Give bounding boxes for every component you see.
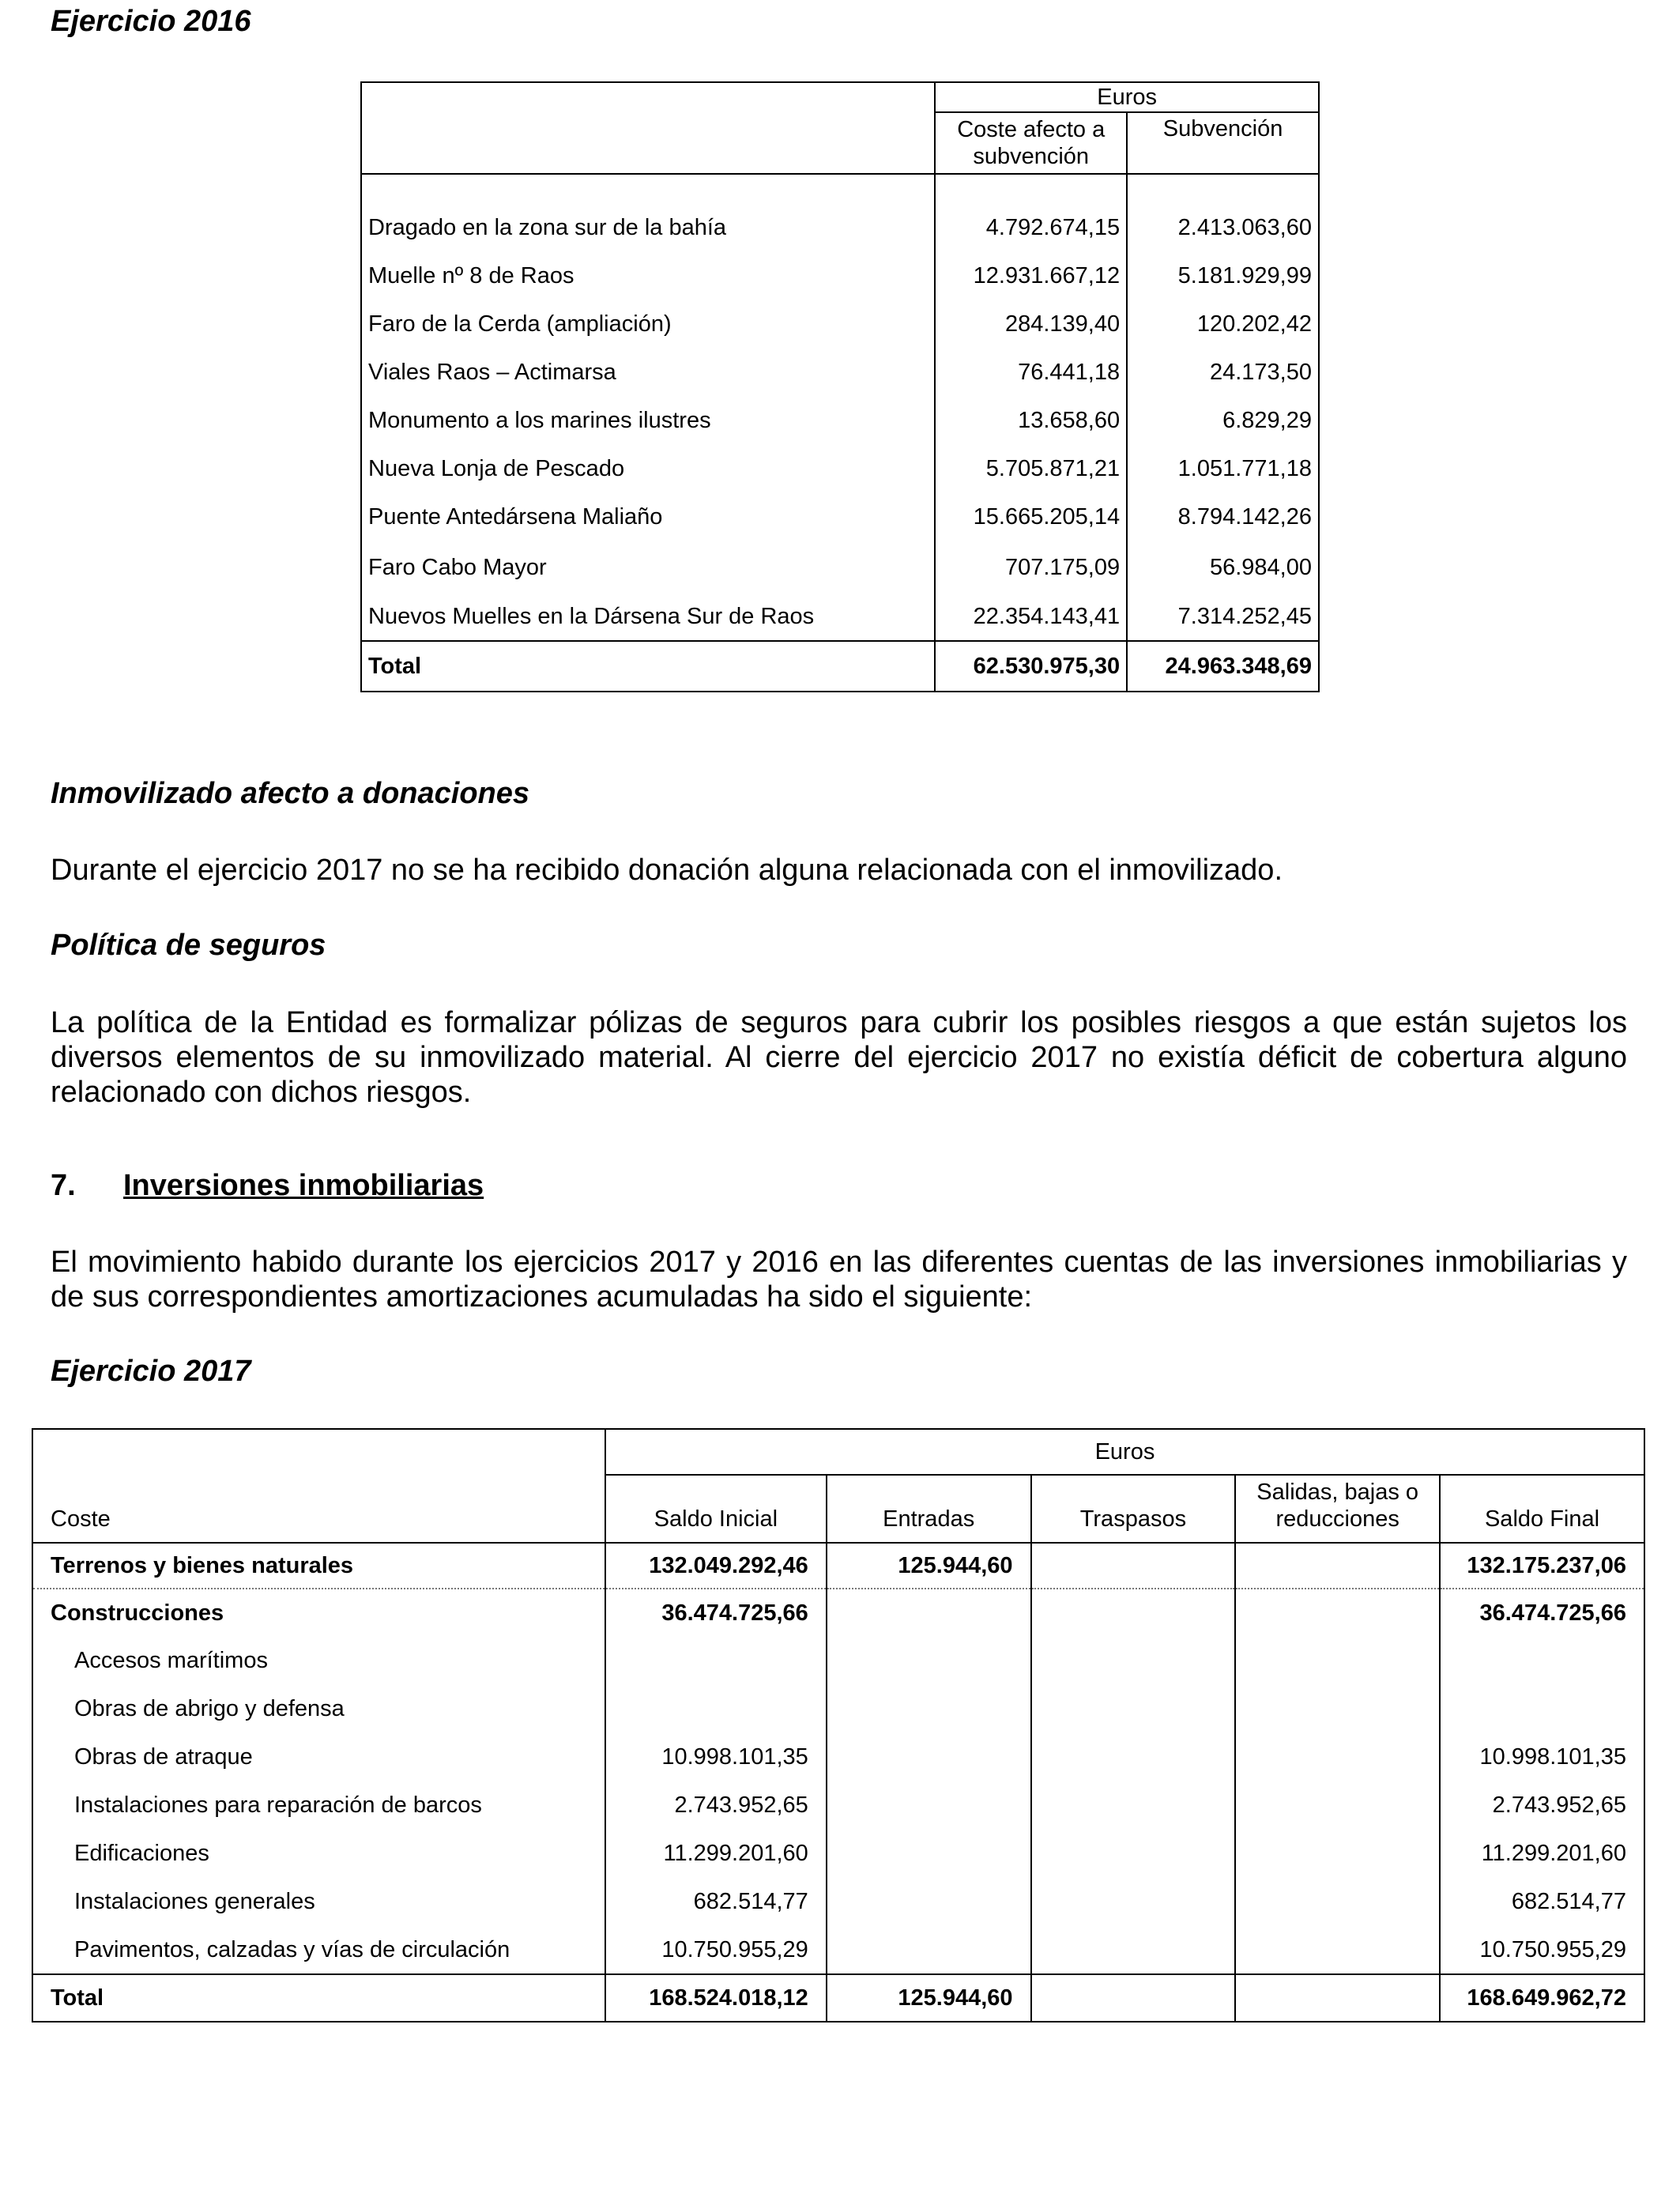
cell [1031, 1781, 1236, 1830]
cell-coste: 13.658,60 [935, 397, 1127, 445]
row-label: Muelle nº 8 de Raos [368, 263, 574, 288]
column-header-subvencion: Subvención [1127, 112, 1319, 174]
heading-donaciones: Inmovilizado afecto a donaciones [51, 777, 530, 810]
paragraph-donaciones: Durante el ejercicio 2017 no se ha recibido donación alguna relacionada con el inmovilizado. [51, 854, 1283, 887]
table-row [32, 1733, 1644, 1781]
row-label: Nuevos Muelles en la Dársena Sur de Raos [368, 604, 815, 629]
cell-coste: 15.665.205,14 [935, 493, 1127, 541]
table-row [32, 1878, 1644, 1926]
row-label: Viales Raos – Actimarsa [368, 360, 616, 385]
cell [827, 1733, 1031, 1781]
table-subvenciones-2016 [360, 81, 1320, 692]
cell-coste: 707.175,09 [935, 541, 1127, 594]
cell [827, 1589, 1031, 1637]
cell [1031, 1830, 1236, 1878]
row-label: Monumento a los marines ilustres [368, 408, 711, 433]
table-row [32, 1781, 1644, 1830]
cell [1440, 1637, 1644, 1685]
row-label: Faro Cabo Mayor [368, 554, 547, 580]
cell: 36.474.725,66 [605, 1589, 827, 1637]
cell-subvencion: 8.794.142,26 [1127, 493, 1319, 541]
row-label: Edificaciones [74, 1841, 209, 1866]
cell: 10.998.101,35 [605, 1733, 827, 1781]
cell-coste: 5.705.871,21 [935, 445, 1127, 493]
row-label: Puente Antedársena Maliaño [368, 504, 663, 530]
cell [1031, 1878, 1236, 1926]
total-subvencion: 24.963.348,69 [1127, 641, 1319, 692]
total-label: Total [361, 641, 935, 692]
cell-subvencion: 1.051.771,18 [1127, 445, 1319, 493]
cell [1235, 1589, 1440, 1637]
cell [1031, 1637, 1236, 1685]
cell [1235, 1830, 1440, 1878]
cell-subvencion: 120.202,42 [1127, 300, 1319, 349]
section-number: 7. [51, 1169, 76, 1202]
cell [827, 1878, 1031, 1926]
row-label: Terrenos y bienes naturales [32, 1543, 605, 1589]
total-cell: 168.524.018,12 [605, 1974, 827, 2022]
total-label: Total [32, 1974, 605, 2022]
row-label: Instalaciones generales [74, 1889, 315, 1914]
cell: 682.514,77 [605, 1878, 827, 1926]
table-group-header: Euros [935, 82, 1319, 112]
cell [1235, 1878, 1440, 1926]
cell [605, 1637, 827, 1685]
cell: 125.944,60 [827, 1543, 1031, 1589]
section-title [51, 1169, 484, 1203]
column-header-traspasos: Traspasos [1031, 1475, 1236, 1543]
cell [1031, 1733, 1236, 1781]
cell [1031, 1589, 1236, 1637]
cell-subvencion: 7.314.252,45 [1127, 594, 1319, 641]
table-group-header: Euros [605, 1429, 1644, 1475]
cell [605, 1685, 827, 1733]
table-row [361, 252, 1319, 300]
paragraph-seguros: La política de la Entidad es formalizar pólizas de seguros para cubrir los posibles riesgos a que están sujetos los diversos elementos de su inmovilizado material. Al cierre del ejercicio 2017 no existía déficit de cobertura alguno relacionado con dichos riesgos. [51, 1006, 1627, 1109]
row-label: Nueva Lonja de Pescado [368, 456, 625, 481]
table-inversiones-2017 [32, 1428, 1645, 2022]
cell: 11.299.201,60 [605, 1830, 827, 1878]
cell: 10.750.955,29 [1440, 1926, 1644, 1974]
cell [827, 1637, 1031, 1685]
row-label: Instalaciones para reparación de barcos [74, 1793, 482, 1818]
row-label: Dragado en la zona sur de la bahía [368, 215, 727, 240]
table-row [32, 1543, 1644, 1589]
cell-subvencion: 6.829,29 [1127, 397, 1319, 445]
cell: 11.299.201,60 [1440, 1830, 1644, 1878]
table-row [32, 1637, 1644, 1685]
table-row [361, 594, 1319, 641]
table-row [361, 541, 1319, 594]
cell [827, 1781, 1031, 1830]
cell [1235, 1637, 1440, 1685]
total-cell [1235, 1974, 1440, 2022]
section-name: Inversiones inmobiliarias [123, 1169, 484, 1202]
total-cell [1031, 1974, 1236, 2022]
table-row [361, 445, 1319, 493]
row-label: Construcciones [51, 1600, 224, 1626]
cell: 682.514,77 [1440, 1878, 1644, 1926]
table-row [32, 1926, 1644, 1974]
cell [827, 1926, 1031, 1974]
total-row [32, 1974, 1644, 2022]
row-label: Obras de abrigo y defensa [74, 1696, 345, 1721]
cell-coste: 12.931.667,12 [935, 252, 1127, 300]
table-row [32, 1685, 1644, 1733]
total-row [361, 641, 1319, 692]
column-header-entradas: Entradas [827, 1475, 1031, 1543]
cell: 2.743.952,65 [605, 1781, 827, 1830]
heading-seguros: Política de seguros [51, 929, 326, 962]
cell-subvencion: 56.984,00 [1127, 541, 1319, 594]
cell: 10.750.955,29 [605, 1926, 827, 1974]
row-label: Obras de atraque [74, 1744, 253, 1770]
cell: 10.998.101,35 [1440, 1733, 1644, 1781]
paragraph-inversiones: El movimiento habido durante los ejercicios 2017 y 2016 en las diferentes cuentas de las inversiones inmobiliarias y de sus correspondientes amortizaciones acumuladas ha sido el siguiente: [51, 1246, 1627, 1314]
cell [1235, 1733, 1440, 1781]
table-row [361, 300, 1319, 349]
table-stub-header [361, 82, 935, 174]
cell-coste: 76.441,18 [935, 349, 1127, 397]
cell-subvencion: 5.181.929,99 [1127, 252, 1319, 300]
heading-ejercicio-2016: Ejercicio 2016 [51, 5, 251, 38]
column-header-salidas: Salidas, bajas o reducciones [1235, 1475, 1440, 1543]
cell: 132.175.237,06 [1440, 1543, 1644, 1589]
cell-subvencion: 24.173,50 [1127, 349, 1319, 397]
cell [1031, 1926, 1236, 1974]
row-label: Faro de la Cerda (ampliación) [368, 311, 672, 337]
table-row [361, 397, 1319, 445]
cell [827, 1830, 1031, 1878]
cell: 2.743.952,65 [1440, 1781, 1644, 1830]
table-row [361, 204, 1319, 252]
row-label: Pavimentos, calzadas y vías de circulación [74, 1936, 510, 1962]
column-header-saldo-inicial: Saldo Inicial [605, 1475, 827, 1543]
stub-header-coste: Coste [32, 1429, 605, 1543]
table-row [32, 1589, 1644, 1637]
cell [1031, 1543, 1236, 1589]
cell-subvencion: 2.413.063,60 [1127, 204, 1319, 252]
cell [1235, 1926, 1440, 1974]
cell [827, 1685, 1031, 1733]
total-cell: 168.649.962,72 [1440, 1974, 1644, 2022]
cell [1235, 1543, 1440, 1589]
total-cell: 125.944,60 [827, 1974, 1031, 2022]
table-row [361, 349, 1319, 397]
cell [1235, 1685, 1440, 1733]
cell: 36.474.725,66 [1440, 1589, 1644, 1637]
row-label: Accesos marítimos [74, 1648, 268, 1673]
table-row [361, 493, 1319, 541]
cell [1440, 1685, 1644, 1733]
total-coste: 62.530.975,30 [935, 641, 1127, 692]
column-header-saldo-final: Saldo Final [1440, 1475, 1644, 1543]
cell [1235, 1781, 1440, 1830]
cell-coste: 4.792.674,15 [935, 204, 1127, 252]
table-row [32, 1830, 1644, 1878]
column-header-coste: Coste afecto a subvención [935, 112, 1127, 174]
cell-coste: 284.139,40 [935, 300, 1127, 349]
cell-coste: 22.354.143,41 [935, 594, 1127, 641]
heading-ejercicio-2017: Ejercicio 2017 [51, 1355, 251, 1388]
cell: 132.049.292,46 [605, 1543, 827, 1589]
cell [1031, 1685, 1236, 1733]
